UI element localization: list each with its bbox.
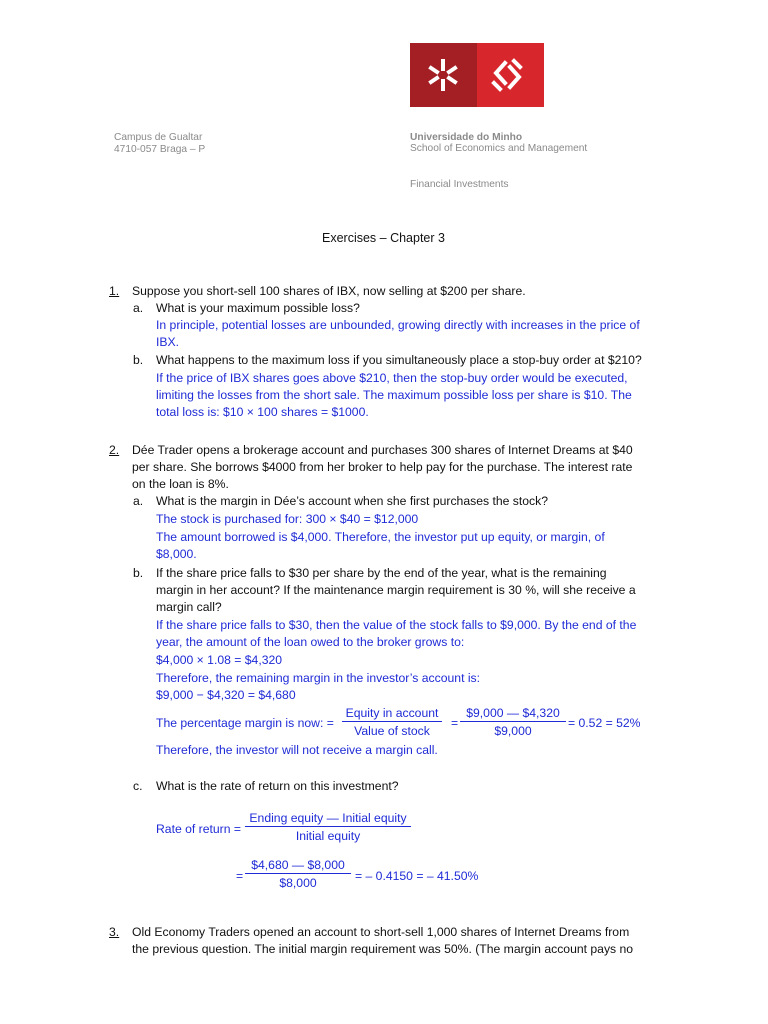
q2a-answer-1: The stock is purchased for: 300 × $40 = $12,000 xyxy=(156,512,419,526)
percentage-margin-prefix: The percentage margin is now: = xyxy=(156,716,334,730)
question-2-line-1: Dée Trader opens a brokerage account and purchases 300 shares of Internet Dreams at $40 xyxy=(132,443,633,457)
percentage-margin-fraction-2 xyxy=(460,706,566,738)
q2a-answer-3: $8,000. xyxy=(156,547,197,561)
q1a-text: What is your maximum possible loss? xyxy=(156,301,360,315)
q2b-text-2: margin in her account? If the maintenance margin requirement is 30 %, will she receive a xyxy=(156,583,636,597)
q2b-answer-2: year, the amount of the loan owed to the broker grows to: xyxy=(156,635,465,649)
q1b-answer-1: If the price of IBX shares goes above $210, then the stop-buy order would be executed, xyxy=(156,371,628,385)
fraction-numerator: $9,000 — $4,320 xyxy=(466,706,560,720)
q1b-text: What happens to the maximum loss if you simultaneously place a stop-buy order at $210? xyxy=(156,353,642,367)
q2c-label: c. xyxy=(133,779,143,793)
q2a-answer-2: The amount borrowed is $4,000. Therefore, the investor put up equity, or margin, of xyxy=(156,530,605,544)
question-2-line-2: per share. She borrows $4000 from her broker to help pay for the purchase. The interest rate xyxy=(132,460,633,474)
question-1-number: 1. xyxy=(109,284,120,298)
rate-of-return-result: = – 0.4150 = – 41.50% xyxy=(355,869,479,883)
university-name: Universidade do Minho xyxy=(410,132,523,143)
rate-of-return-prefix: Rate of return = xyxy=(156,822,242,836)
q2a-label: a. xyxy=(133,494,144,508)
question-3-line-2: the previous question. The initial margin requirement was 50%. (The margin account pays no xyxy=(132,942,634,956)
rate-of-return-fraction-2 xyxy=(245,858,351,890)
fraction-numerator: Equity in account xyxy=(345,706,439,720)
q2b-answer-6: Therefore, the investor will not receive a margin call. xyxy=(156,743,438,757)
q1b-label: b. xyxy=(133,353,144,367)
university-logo xyxy=(410,43,544,107)
logo-symbols-icon xyxy=(410,43,544,107)
percentage-margin-equals: = xyxy=(451,716,459,730)
percentage-margin-fraction-1 xyxy=(342,706,442,738)
question-2-number: 2. xyxy=(109,443,120,457)
fraction-denominator: Value of stock xyxy=(342,721,442,738)
question-3-number: 3. xyxy=(109,925,120,939)
question-3-line-1: Old Economy Traders opened an account to short-sell 1,000 shares of Internet Dreams from xyxy=(132,925,630,939)
q1a-answer-2: IBX. xyxy=(156,335,180,349)
course-name: Financial Investments xyxy=(410,179,509,190)
school-name: School of Economics and Management xyxy=(410,143,588,154)
fraction-denominator: $9,000 xyxy=(460,721,566,738)
question-2-line-3: on the loan is 8%. xyxy=(132,477,229,491)
q2b-text-1: If the share price falls to $30 per share by the end of the year, what is the remaining xyxy=(156,566,607,580)
q1b-answer-3: total loss is: $10 × 100 shares = $1000. xyxy=(156,405,369,419)
q2a-text: What is the margin in Dée’s account when she first purchases the stock? xyxy=(156,494,548,508)
q1a-label: a. xyxy=(133,301,144,315)
q2b-answer-5: $9,000 − $4,320 = $4,680 xyxy=(156,688,296,702)
fraction-denominator: Initial equity xyxy=(245,826,411,843)
q1b-answer-2: limiting the losses from the short sale. The maximum possible loss per share is $10. The xyxy=(156,388,632,402)
fraction-denominator: $8,000 xyxy=(245,873,351,890)
rate-of-return-fraction xyxy=(245,811,411,843)
percentage-margin-result: = 0.52 = 52% xyxy=(568,716,641,730)
page-title: Exercises – Chapter 3 xyxy=(322,231,445,245)
q2b-answer-4: Therefore, the remaining margin in the investor’s account is: xyxy=(156,671,481,685)
q2c-text: What is the rate of return on this investment? xyxy=(156,779,399,793)
q2b-answer-1: If the share price falls to $30, then the value of the stock falls to $9,000. By the end of the xyxy=(156,618,637,632)
address-line-1: Campus de Gualtar xyxy=(114,132,203,143)
q2b-answer-3: $4,000 × 1.08 = $4,320 xyxy=(156,653,283,667)
q2b-label: b. xyxy=(133,566,144,580)
fraction-numerator: Ending equity — Initial equity xyxy=(249,811,407,825)
rate-of-return-equals: = xyxy=(236,869,244,883)
fraction-numerator: $4,680 — $8,000 xyxy=(251,858,345,872)
q1a-answer-1: In principle, potential losses are unbounded, growing directly with increases in the price of xyxy=(156,318,640,332)
question-1-text: Suppose you short-sell 100 shares of IBX, now selling at $200 per share. xyxy=(132,284,526,298)
address-line-2: 4710-057 Braga – P xyxy=(114,144,206,155)
q2b-text-3: margin call? xyxy=(156,600,222,614)
